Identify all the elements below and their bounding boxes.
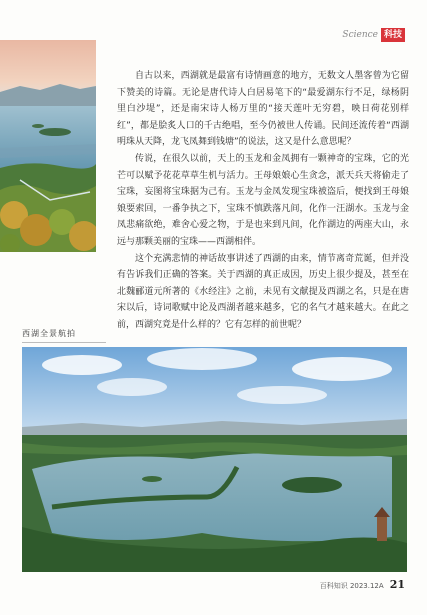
article-body — [117, 68, 409, 334]
paragraph-1: 自古以来，西湖就是最富有诗情画意的地方，无数文人墨客曾为它留下赞美的诗篇。无论是唐代诗人白居易笔下的“最爱湖东行不足，绿杨阴里白沙堤”，还是南宋诗人杨万里的“接天莲叶无穷碧，映日荷花别样红”，都是脍炙人口的千古绝唱，至今仍被世人传诵。民间还流传着“西湖明珠从天降，龙飞凤舞到钱塘”的说法，这又是什么意思呢？ — [117, 71, 409, 148]
photo-caption: 西湖全景航拍 — [22, 327, 102, 340]
section-label-cn: 科技 — [381, 28, 405, 42]
publication-info: 百科知识 2023.12A — [319, 582, 384, 590]
section-label — [342, 28, 405, 42]
west-lake-aerial-photo — [22, 347, 407, 572]
paragraph-2: 传说，在很久以前，天上的玉龙和金凤拥有一颗神奇的宝珠，它的光芒可以赋予花花草草生机与活力。王母娘娘心生贪念，派天兵天将偷走了宝珠，妄图将宝珠据为己有。玉龙与金凤发现宝珠被盗后，便找到王母娘娘要索回，一番争执之下，宝珠不慎跌落凡间，化作一汪湖水。玉龙与金凤悲痛欲绝，难舍心爱之物，于是也来到凡间，化作湖边的两座大山，永远与那颗美丽的宝珠——西湖相伴。 — [117, 153, 409, 247]
paragraph-3: 这个充满悲情的神话故事讲述了西湖的由来，情节离奇荒诞，但并没有告诉我们正确的答案。关于西湖的真正成因，历史上很少提及，甚至在北魏郦道元所著的《水经注》之前，未见有文献提及西湖之名，只是在唐宋以后，诗词歌赋中论及西湖者越来越多，它的名气才越来越大。在此之前，西湖究竟是什么样的？它有怎样的前世呢？ — [117, 253, 409, 330]
west-lake-side-photo — [0, 40, 96, 252]
page-number: 21 — [389, 578, 405, 591]
section-label-en: Science — [342, 30, 378, 40]
page-footer — [320, 578, 405, 591]
